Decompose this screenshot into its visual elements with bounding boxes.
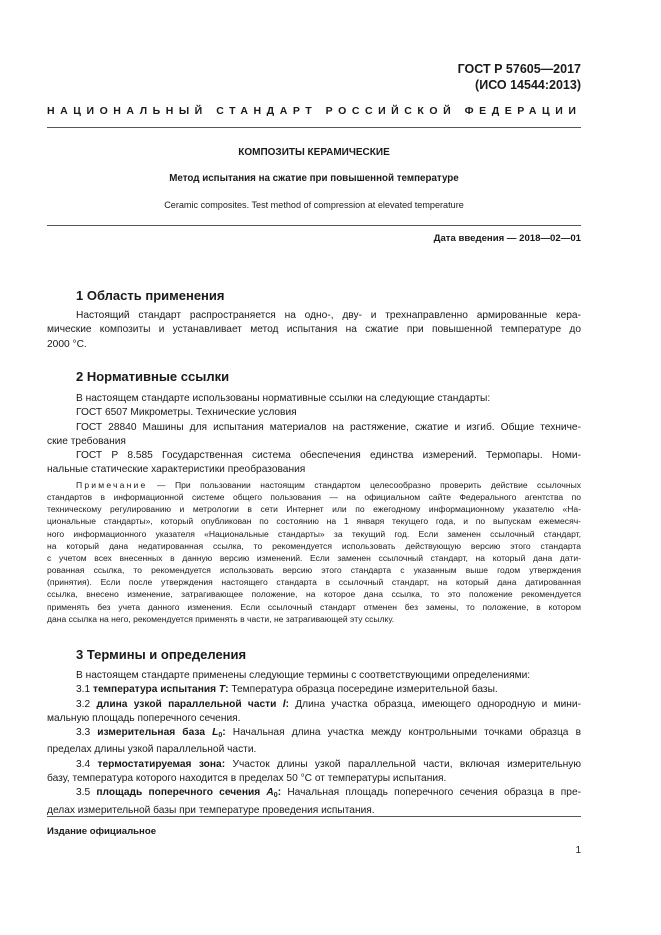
note-line: — При пользовании настоящим стандартом целесообразно проверить действие ссылочных [147, 480, 581, 490]
note-line: техническому регулированию и метрологии в сети Интернет или по ежегодному информационному указателю «На- [47, 504, 581, 515]
term-name: термостатируемая зона: [97, 758, 226, 770]
term-3-4 [47, 758, 581, 772]
s3-intro: В настоящем стандарте применены следующие термины с соответствующими определениями: [76, 670, 531, 681]
note-line: циональные стандарты», который опубликован по состоянию на 1 января текущего года, и по выпускам ежемесяч- [47, 516, 581, 527]
national-standard-banner: НАЦИОНАЛЬНЫЙ СТАНДАРТ РОССИЙСКОЙ ФЕДЕРАЦИИ [47, 105, 582, 117]
official-edition: Издание официальное [47, 826, 157, 837]
note-line: ного информационного указателя «Национальные стандарты» за текущий год. Если заменен ссылочный стандарт, [47, 528, 581, 539]
note-line: дана ссылка на него, рекомендуется применять в части, не затрагивающей эту ссылку. [47, 613, 395, 624]
term-number: 3.4 [76, 758, 98, 770]
note-line: с учетом всех внесенных в данную версию изменений. Если заменен ссылочный стандарт, на который дана дати- [47, 552, 581, 563]
reference-item: ГОСТ 28840 Машины для испытания материалов на растяжение, сжатие и изгиб. Общие техниче- [76, 421, 581, 433]
s1-line: Настоящий стандарт распространяется на одно-, дву- и трехнаправленно армированные кера- [76, 310, 581, 321]
term-definition: Начальная площадь поперечного сечения образца в пре- [281, 787, 581, 799]
reference-item: ГОСТ Р 8.585 Государственная система обеспечения единства измерений. Термопары. Номи- [76, 450, 581, 462]
term-definition: Начальная длина участка между контрольными точками образца в [225, 727, 581, 739]
note-label: Примечание [76, 480, 148, 490]
section-2-heading: 2 Нормативные ссылки [76, 369, 230, 384]
term-name: длина узкой параллельной части [96, 698, 283, 710]
term-3-5 [47, 786, 581, 803]
section-1-heading: 1 Область применения [76, 288, 225, 303]
section-3-heading: 3 Термины и определения [76, 647, 247, 662]
term-name: площадь поперечного сечения [96, 787, 267, 799]
term-number: 3.2 [76, 698, 97, 710]
term-number: 3.1 [76, 684, 93, 696]
document-title: КОМПОЗИТЫ КЕРАМИЧЕСКИЕ [238, 147, 390, 158]
english-title: Ceramic composites. Test method of compression at elevated temperature [164, 200, 464, 210]
section-2-references [47, 392, 581, 478]
iso-code: (ИСО 14544:2013) [475, 78, 581, 92]
s2-intro: В настоящем стандарте использованы нормативные ссылки на следующие стандарты: [76, 393, 491, 404]
note-line: на который дана недатированная ссылка, то рекомендуется использовать действующую версию этого стандарта [47, 540, 581, 551]
term-3-1 [47, 683, 581, 697]
standard-code: ГОСТ Р 57605—2017 [457, 62, 581, 76]
term-definition-cont: базу, температура которого находится в пределах 50 °С от температуры испытания. [47, 773, 447, 785]
term-definition: Длина участка образца, имеющего однородную и мини- [288, 698, 581, 710]
term-subscript: 0 [273, 792, 278, 800]
term-colon: : [277, 787, 282, 799]
s1-line: мические композиты и устанавливает метод испытания на сжатие при повышенной температуре до [47, 324, 581, 336]
note-line: (принятия). Если после утверждения настоящего стандарта в ссылочный стандарт, на который дана датированная [47, 577, 581, 588]
term-definition-cont: пределах длины узкой параллельной части. [47, 744, 257, 756]
reference-item: ГОСТ 6507 Микрометры. Технические условия [76, 407, 297, 419]
term-name: температура испытания [93, 684, 219, 696]
reference-item-cont: ские требования [47, 435, 126, 447]
intro-date: Дата введения — 2018—02—01 [433, 233, 581, 244]
term-colon: : [225, 684, 229, 696]
term-symbol: l [282, 698, 286, 710]
reference-item-cont: нальные статические характеристики преобразования [47, 464, 306, 476]
term-colon: : [285, 698, 289, 710]
note-line: применять без учета данного изменения. Если ссылочный стандарт отменен без замены, то положение, в котором [47, 601, 581, 612]
title-rule [47, 225, 581, 226]
term-definition-cont: делах измерительной базы при температуре проведения испытания. [47, 804, 375, 816]
footer-rule [47, 816, 581, 817]
term-number: 3.3 [76, 727, 98, 739]
note-line: рованная ссылка, то рекомендуется использовать версию этого стандарта с указанным выше годом утверждения [47, 565, 581, 576]
document-subtitle: Метод испытания на сжатие при повышенной температуре [169, 173, 459, 184]
note-block [47, 479, 581, 625]
term-number: 3.5 [76, 787, 97, 799]
term-definition: Температура образца посередине измерительной базы. [228, 684, 498, 696]
header-rule [47, 127, 581, 128]
note-line: стандартов в информационной системе общего пользования — на официальном сайте Федерального агентства по [47, 492, 581, 503]
term-definition-cont: мальную площадь поперечного сечения. [47, 712, 241, 724]
term-definition: Участок длины узкой параллельной части, включая измерительную [225, 758, 581, 770]
note-line: ссылка, внесено изменение, затрагивающее положение, на которое дана ссылка, то это положение рекомендуется [47, 589, 581, 600]
term-subscript: 0 [218, 732, 223, 740]
term-symbol: T [218, 684, 226, 696]
section-3-terms [47, 669, 581, 818]
page-number: 1 [575, 845, 581, 856]
term-colon: : [222, 727, 226, 739]
s1-line: 2000 °С. [47, 338, 87, 350]
term-3-2 [47, 698, 581, 712]
term-symbol: L [212, 727, 219, 739]
term-symbol: A [266, 787, 274, 799]
term-name: измерительная база [97, 727, 213, 739]
term-3-3 [47, 726, 581, 743]
section-1-paragraph [47, 309, 581, 352]
